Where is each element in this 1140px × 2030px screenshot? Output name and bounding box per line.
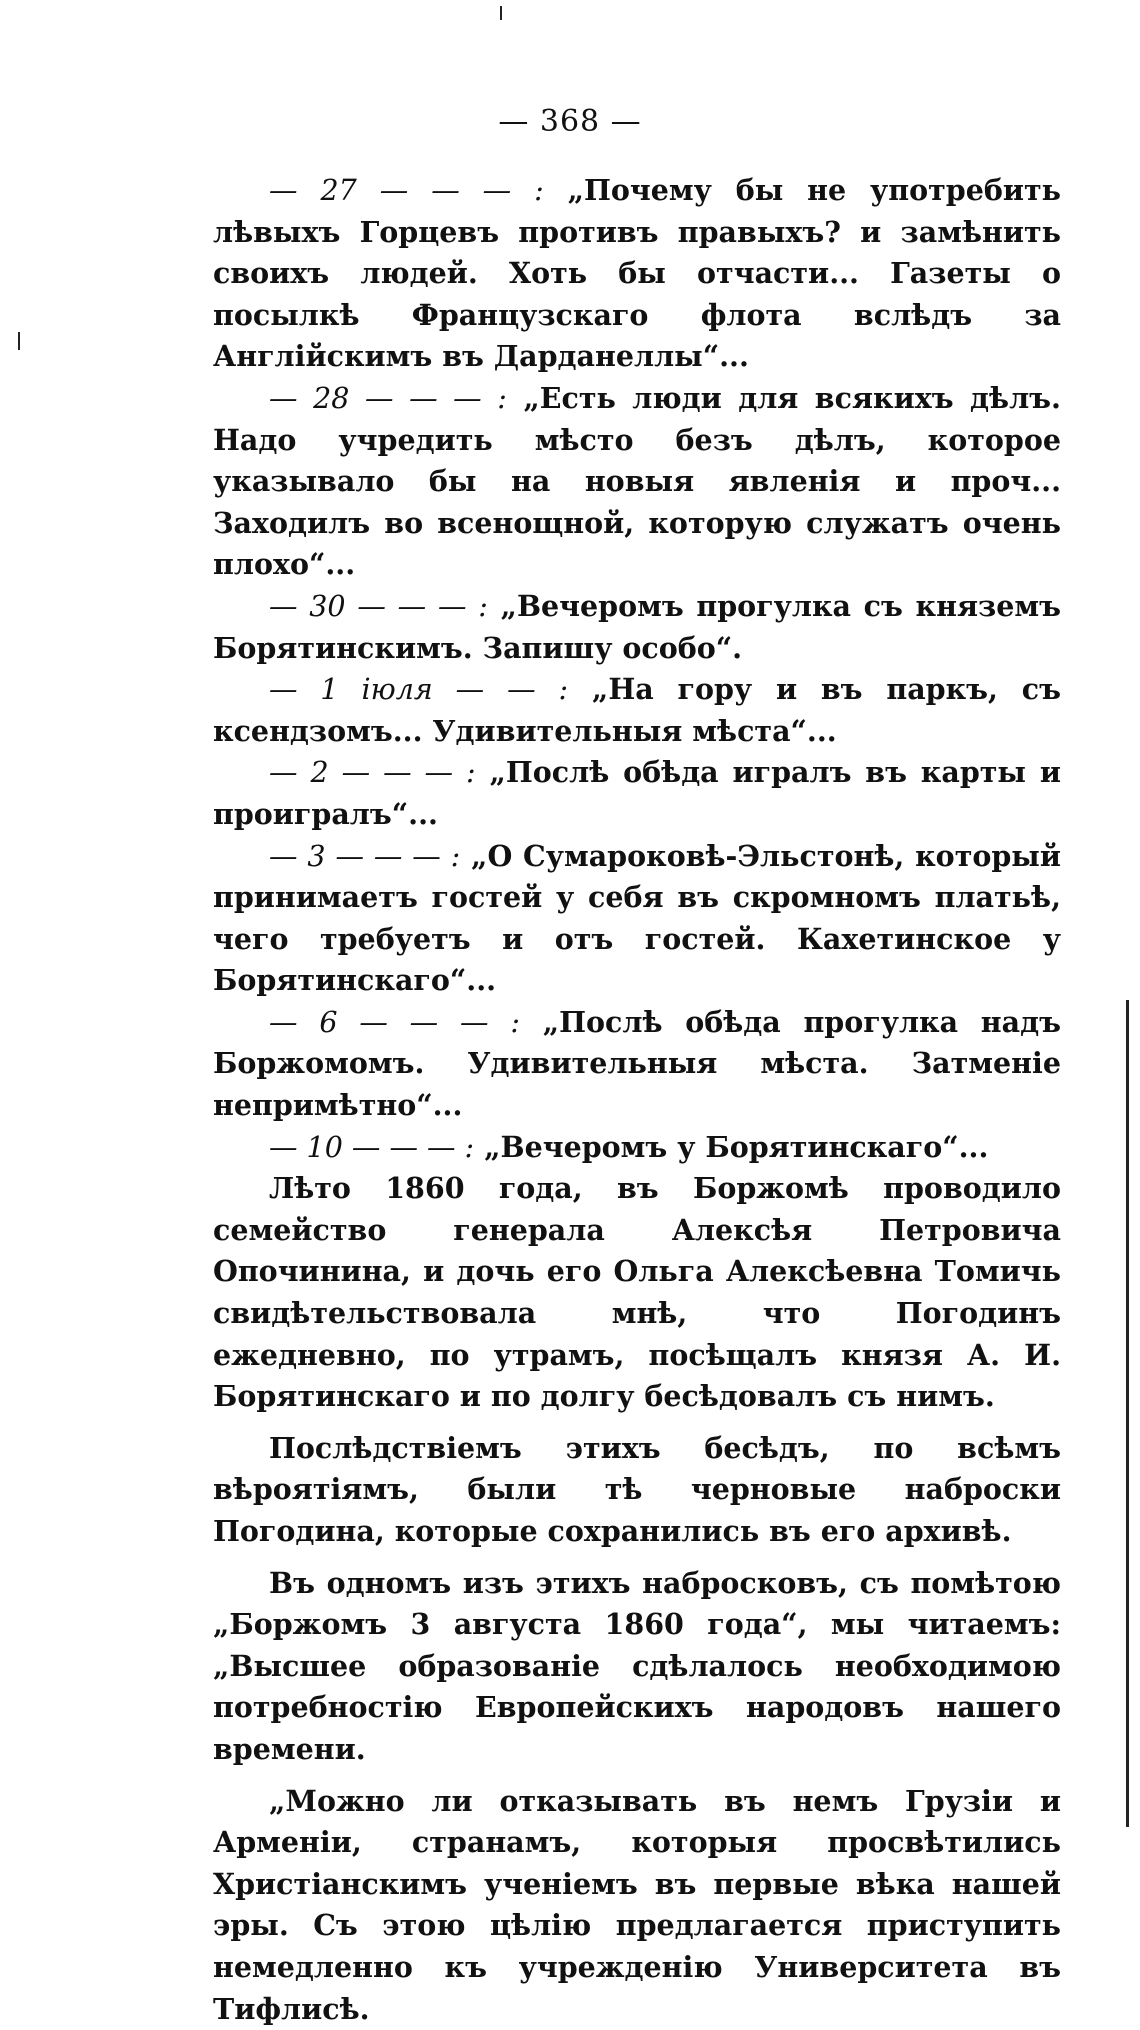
scan-artifact-top (500, 6, 502, 20)
entry-text: „На гору и въ паркъ, съ ксендзомъ... Удивительныя мѣста“... (213, 672, 1061, 748)
entry-text: „Послѣ обѣда прогулка надъ Боржомомъ. Удивительныя мѣста. Затменіе непримѣтно“... (213, 1004, 1061, 1123)
paragraph-university-quote: „Можно ли отказывать въ немъ Грузіи и Арменіи, странамъ, которыя просвѣтились Христіанскимъ ученіемъ въ первые вѣка нашей эры. Съ этою цѣлію предлагается приступить немедленно къ учрежденію Университета въ Тифлисѣ. (213, 1783, 1061, 2026)
body-text (213, 170, 1061, 2030)
diary-entry (213, 752, 1061, 835)
entry-text: „Послѣ обѣда игралъ въ карты и проигралъ“... (213, 755, 1061, 831)
paragraph-consequences: Послѣдствіемъ этихъ бесѣдъ, по всѣмъ вѣроятіямъ, были тѣ черновые наброски Погодина, которые сохранились въ его архивѣ. (213, 1430, 1061, 1548)
entry-text: „Есть люди для всякихъ дѣлъ. Надо учредить мѣсто безъ дѣлъ, которое указывало бы на новыя явленія и проч... Заходилъ во всенощной, которую служатъ очень плохо“... (213, 380, 1061, 582)
diary-entry (213, 1127, 1061, 1169)
diary-entry (213, 378, 1061, 586)
entry-text: „Вечеромъ прогулка съ княземъ Борятинскимъ. Запишу особо“. (213, 588, 1061, 665)
diary-entry (213, 586, 1061, 669)
entry-text: „Вечеромъ у Борятинскаго“... (484, 1129, 989, 1164)
entry-date: — 30 — — — : (269, 589, 488, 623)
diary-entry (213, 1002, 1061, 1127)
paragraph-borjomi-note: Въ одномъ изъ этихъ набросковъ, съ помѣтою „Боржомъ 3 августа 1860 года“, мы читаемъ: „Высшее образованіе сдѣлалось необходимою потребностію Европейскихъ народовъ нашего времени. (213, 1565, 1061, 1766)
entry-date: — 27 — — — : (269, 174, 544, 207)
entry-date: — 3 — — — : (269, 839, 461, 873)
scan-artifact-right-edge (1126, 1000, 1129, 1827)
entry-date: — 28 — — — : (269, 381, 507, 415)
entry-date: — 6 — — — : (269, 1005, 520, 1039)
page-number: — 368 — (498, 104, 642, 139)
entry-date: — 1 іюля — — : (269, 673, 569, 707)
entry-date: — 2 — — — : (269, 756, 476, 790)
entry-date: — 10 — — — : (269, 1130, 475, 1164)
entry-text: „О Сумароковѣ-Эльстонѣ, который принимаетъ гостей у себя въ скромномъ платьѣ, чего требуетъ и отъ гостей. Кахетинское у Борятинскаго“... (213, 838, 1061, 998)
diary-entry (213, 836, 1061, 1002)
paragraph-summer-1860: Лѣто 1860 года, въ Боржомѣ проводило семейство генерала Алексѣя Петровича Опочинина, и дочь его Ольга Алексѣевна Томичь свидѣтельствовала мнѣ, что Погодинъ ежедневно, по утрамъ, посѣщалъ князя А. И. Борятинскаго и по долгу бесѣдовалъ съ нимъ. (213, 1171, 1061, 1414)
entry-text: „Почему бы не употребить лѣвыхъ Горцевъ противъ правыхъ? и замѣнить своихъ людей. Хоть бы отчасти... Газеты о посылкѣ Французскаго флота вслѣдъ за Англійскимъ въ Дарданеллы“... (213, 173, 1061, 374)
scan-artifact-left (18, 332, 20, 350)
diary-entry (213, 669, 1061, 752)
diary-entry (213, 170, 1061, 378)
